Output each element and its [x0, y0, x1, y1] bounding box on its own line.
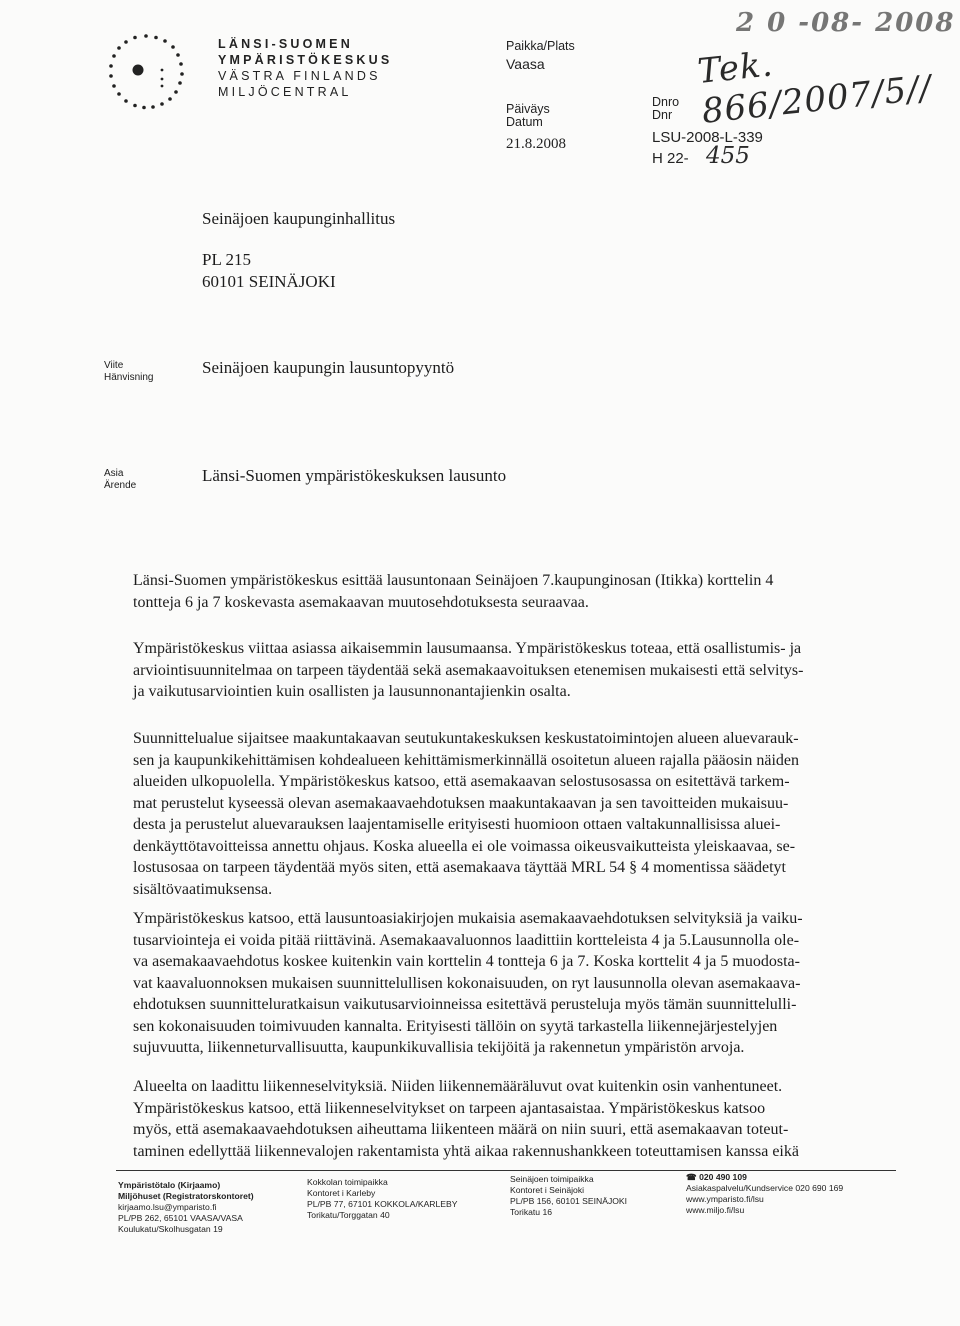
footer-line: Seinäjoen toimipaikka: [510, 1174, 594, 1184]
dnro-value: LSU-2008-L-339: [652, 129, 763, 146]
footer-line: Torikatu/Torggatan 40: [307, 1210, 390, 1220]
body-line: vat kaavaluonnoksen mukaisen suunnittelullisen kokonaisuuden, on ryt lausunnolla olevan asemakaava-: [133, 974, 801, 992]
reference-label: [104, 360, 153, 384]
footer-link[interactable]: www.miljo.fi/lsu: [686, 1205, 745, 1215]
logo-line-3: VÄSTRA FINLANDS: [218, 69, 381, 83]
body-line: Ympäristökeskus viittaa asiassa aikaisemmin lausumaansa. Ympäristökeskus toteaa, että osallistumis- ja: [133, 640, 802, 657]
body-paragraph-3: [133, 728, 895, 900]
body-line: Ympäristökeskus katsoo, että liikenneselvitykset on tarpeen ajantasaistaa. Ympäristökeskus katsoo: [133, 1099, 766, 1117]
date-value: 21.8.2008: [506, 136, 566, 152]
place-label: Paikka/Plats: [506, 39, 575, 53]
body-line: ehdotuksen suunnitteluratkaisun vaikutusarvioinneissa esitettävä perusteluja myös tämän suunnittelulli-: [133, 996, 797, 1013]
footer-column-2: [307, 1177, 457, 1221]
footer-line: Kokkolan toimipaikka: [307, 1177, 388, 1187]
reference-label-sv: Hänvisning: [104, 372, 154, 383]
footer-link[interactable]: www.ymparisto.fi/lsu: [686, 1194, 764, 1204]
reference-label-fi: Viite: [104, 360, 124, 371]
date-label-fi: Päiväys: [506, 102, 550, 116]
footer-line: PL/PB 262, 65101 VAASA/VASA: [118, 1213, 243, 1223]
logo-line-1: LÄNSI-SUOMEN: [218, 37, 353, 51]
body-paragraph-2: [133, 638, 895, 703]
footer-line: Kontoret i Karleby: [307, 1188, 376, 1198]
body-line: mat perustelut kyseessä olevan asemakaavaehdotuksen maakuntakaavan ja sen tavoitteiden mukaisuu-: [133, 794, 789, 812]
body-line: tusarviointeja ei voida pitää riittävinä. Asemakaavaluonnos laadittiin kortteleista 4 ja 5.Lausunnolla ole-: [133, 931, 800, 949]
logo-mark-icon: [104, 30, 188, 114]
body-line: lostusosaa on tarpeen täydentää myös siten, että asemakaava täyttää MRL 54 § 4 momentissa säädetyt: [133, 859, 786, 876]
body-line: sen kokonaisuuden toimivuuden kannalta. Erityisesti tällöin on syytä tarkastella liikennejärjestelyjen: [133, 1017, 778, 1035]
date-label-sv: Datum: [506, 115, 543, 129]
footer-line: Asiakaspalvelu/Kundservice 020 690 169: [686, 1183, 844, 1193]
body-line: alueiden ulkopuolella. Ympäristökeskus katsoo, että asemakaavan selostusosassa on esitettävä tarkem-: [133, 773, 790, 790]
body-line: sujuvuutta, liikenneturvallisuutta, kaupunkikuvallisia tekijöitä ja rakennetun ympäristön arvoja.: [133, 1039, 745, 1056]
dnro-label-fi: Dnro: [652, 95, 680, 109]
subject-label-fi: Asia: [104, 468, 124, 479]
body-line: Suunnittelualue sijaitsee maakuntakaavan seutukuntakeskuksen keskustatoimintojen alueen aluevarauk-: [133, 730, 799, 747]
subject-value: Länsi-Suomen ympäristökeskuksen lausunto: [202, 466, 507, 485]
dnro-label-sv: Dnr: [652, 108, 673, 122]
body-paragraph-5: [133, 1076, 895, 1162]
body-line: ja vaikutusarviointien kuin osallisten ja lausunnonantajienkin osalta.: [133, 683, 571, 700]
recipient-postal: 60101 SEINÄJOKI: [202, 272, 336, 291]
organization-name: [218, 36, 392, 100]
handwritten-reference: Tek. 866/2007/5//: [695, 44, 934, 132]
body-line: sisältövaatimuksensa.: [133, 880, 273, 898]
body-line: arviointisuunnitelmaa on tarpeen täydentää sekä asemakaavoituksen etenemisen mukaisesti että selvitys-: [133, 661, 804, 679]
handwritten-number: 455: [706, 143, 750, 169]
logo-line-2: YMPÄRISTÖKESKUS: [218, 53, 393, 67]
footer-line: PL/PB 77, 67101 KOKKOLA/KARLEBY: [307, 1199, 458, 1209]
footer-line: Miljöhuset (Registratorskontoret): [118, 1191, 254, 1201]
footer-line: Kontoret i Seinäjoki: [510, 1185, 585, 1195]
logo-line-4: MILJÖCENTRAL: [218, 85, 352, 99]
place-value: Vaasa: [506, 56, 545, 72]
footer-column-4: [686, 1172, 843, 1216]
subject-label-sv: Ärende: [104, 480, 137, 491]
body-line: taminen edellyttää liikennevalojen rakentamista yhtä aikaa rakennushankkeen toteuttamisen kanssa eikä: [133, 1142, 799, 1160]
footer-phone: 020 490 109: [699, 1172, 747, 1182]
footer-column-1: [118, 1180, 254, 1235]
h-number: H 22-: [652, 150, 689, 167]
body-line: myös, että asemakaavaehdotuksen aiheuttama liikenteen määrä on niin suuri, että asemakaavan toteut-: [133, 1121, 789, 1138]
recipient-name: Seinäjoen kaupunginhallitus: [202, 209, 396, 228]
recipient-po-box: PL 215: [202, 250, 251, 269]
body-line: Alueelta on laadittu liikenneselvityksiä. Niiden liikennemääräluvut ovat kuitenkin osin vanhentuneet.: [133, 1078, 783, 1095]
body-line: Ympäristökeskus katsoo, että lausuntoasiakirjojen mukaisia asemakaavaehdotuksen selvityksiä ja vaiku-: [133, 910, 803, 927]
phone-icon: ☎: [686, 1172, 697, 1182]
footer-line: Torikatu 16: [510, 1207, 553, 1217]
subject-label: [104, 468, 136, 492]
footer-email[interactable]: kirjaamo.lsu@ymparisto.fi: [118, 1202, 217, 1212]
body-line: sen ja kaupunkikehittämisen kohdealueen kehittämismerkinnällä osoitetun alueen rajalla pääosin näiden: [133, 751, 800, 769]
reference-value: Seinäjoen kaupungin lausuntopyyntö: [202, 358, 455, 377]
body-paragraph-1: [133, 570, 895, 613]
footer-line: PL/PB 156, 60101 SEINÄJOKI: [510, 1196, 628, 1206]
footer-line: Koulukatu/Skolhusgatan 19: [118, 1224, 223, 1234]
received-stamp: 2 0 -08- 2008: [736, 8, 956, 38]
body-line: Länsi-Suomen ympäristökeskus esittää lausuntonaan Seinäjoen 7.kaupunginosan (Itikka) korttelin 4: [133, 572, 774, 589]
body-line: tontteja 6 ja 7 koskevasta asemakaavan muutosehdotuksesta seuraavaa.: [133, 593, 589, 611]
footer-line: Ympäristötalo (Kirjaamo): [118, 1180, 221, 1190]
body-paragraph-4: [133, 908, 895, 1059]
body-line: desta ja perustelut aluevarauksen laajentamiselle erityisesti huomioon ottaen valtakunnallisissa aluei-: [133, 816, 781, 833]
footer-column-3: [510, 1174, 627, 1218]
footer-divider: [116, 1170, 896, 1171]
body-line: denkäyttötavoitteissa annettu ohjaus. Koska alueella ei ole voimassa oikeusvaikutteista yleiskaavaa, se-: [133, 837, 796, 855]
body-line: va asemakaavaehdotus koskee kuitenkin vain korttelin 4 tontteja 6 ja 7. Koska korttelit 4 ja 5 muodosta-: [133, 953, 800, 970]
